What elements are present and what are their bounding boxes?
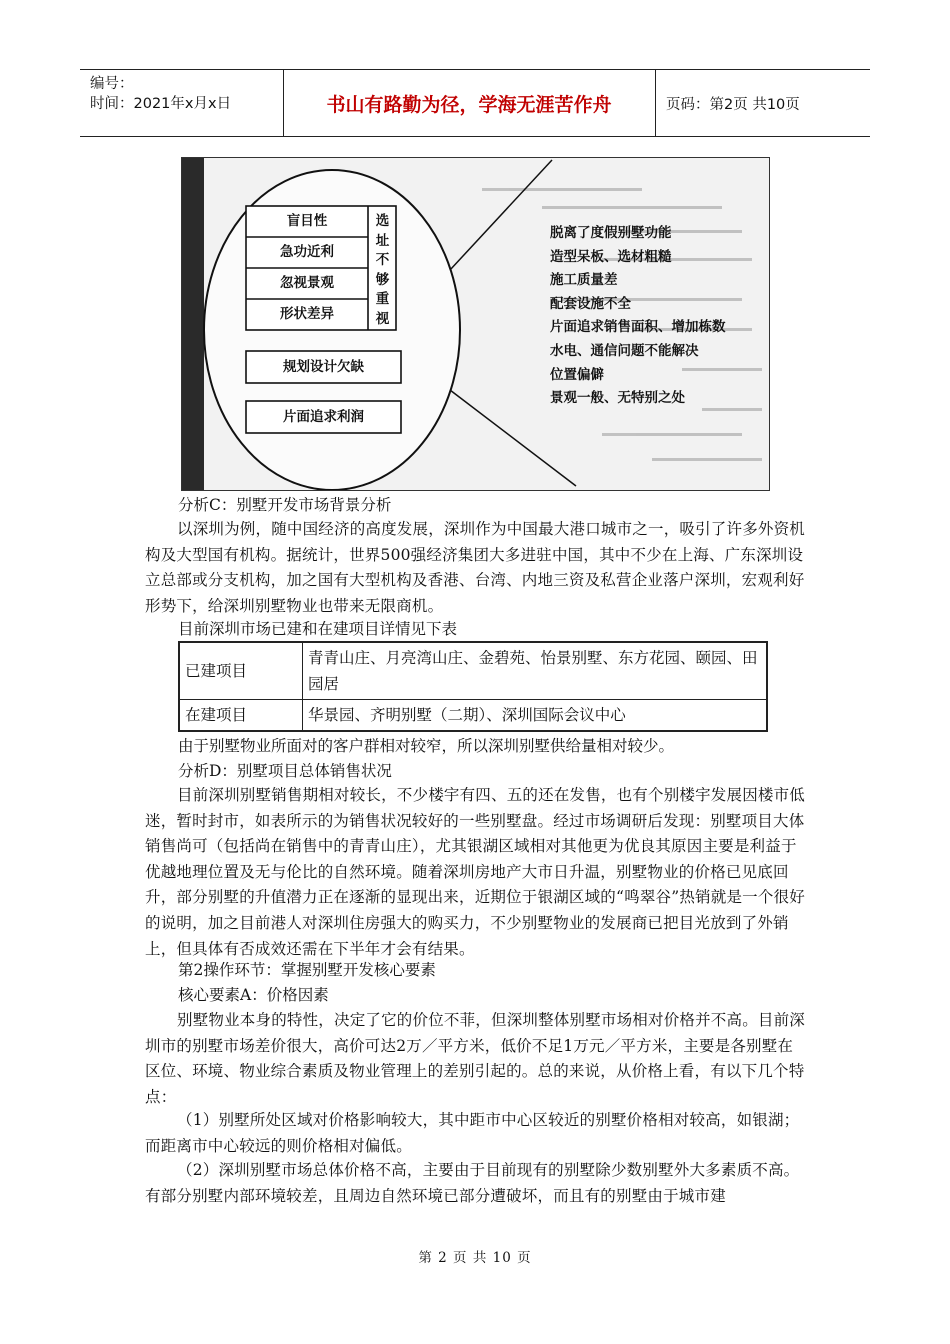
point-1: （1）别墅所处区域对价格影响较大，其中距市中心区较近的别墅价格相对较高，如银湖；而距离市中心较远的则价格相对偏低。 — [145, 1111, 800, 1155]
vertical-char: 重 — [375, 291, 390, 307]
core-a-paragraph: 别墅物业本身的特性，决定了它的价位不菲，但深圳整体别墅市场相对价格并不高。目前深圳市的别墅市场差价很大，高价可达2万／平方米，低价不足1万元／平方米，主要是各别墅在区位、环境、物业综合素质及物业管理上的差别引起的。总的来说，从价格上看，有以下几个特点： — [145, 1011, 806, 1106]
table-row-label: 在建项目 — [179, 700, 303, 732]
factor-item: 形状差异 — [280, 306, 334, 322]
table-caption: 目前深圳市场已建和在建项目详情见下表 — [178, 620, 458, 638]
point-2: （2）深圳别墅市场总体价格不高，主要由于目前现有的别墅除少数别墅外大多素质不高。有部分别墅内部环境较差，且周边自然环境已部分遭破坏，而且有的别墅由于城市建 — [145, 1161, 800, 1205]
problem-item: 景观一般、无特别之处 — [550, 390, 685, 407]
analysis-d-paragraph: 目前深圳别墅销售期相对较长，不少楼宇有四、五的还在发售，也有个别楼宇发展因楼市低迷，暂时封市，如表所示的为销售状况较好的一些别墅盘。经过市场调研后发现：别墅项目大体销售尚可（包括尚在销售中的青青山庄），尤其银湖区域相对其他更为优良其原因主要是利益于优越地理位置及无与伦比的自然环境。随着深圳房地产大市日升温，别墅物业的价格已见底回升，部分别墅的升值潜力正在逐渐的显现出来，近期位于银湖区域的“鸣翠谷”热销就是一个很好的说明，加之目前港人对深圳住房强大的购买力，不少别墅物业的发展商已把目光放到了外销上，但具体有否成效还需在下半年才会有结果。 — [145, 786, 806, 958]
table-row — [179, 642, 767, 700]
table-row — [179, 700, 767, 732]
header-page-info: 页码：第2页 共10页 — [666, 96, 800, 113]
page-header — [80, 69, 870, 137]
problem-item: 位置偏僻 — [550, 366, 604, 383]
analysis-d-title: 分析D：别墅项目总体销售状况 — [178, 762, 392, 780]
table-row-value: 华景园、齐明别墅（二期）、深圳国际会议中心 — [303, 700, 768, 732]
core-a-title: 核心要素A：价格因素 — [178, 986, 329, 1004]
problem-item: 施工质量差 — [550, 272, 618, 289]
table-row-value: 青青山庄、月亮湾山庄、金碧苑、怡景别墅、东方花园、颐园、田园居 — [303, 642, 768, 700]
after-table-note: 由于别墅物业所面对的客户群相对较窄，所以深圳别墅供给量相对较少。 — [178, 737, 675, 755]
scan-shadow — [182, 158, 204, 490]
factor-item: 急功近利 — [280, 244, 334, 260]
problem-item: 造型呆板、选材粗糙 — [550, 248, 672, 265]
factor-item: 忽视景观 — [280, 275, 334, 291]
header-meta — [80, 70, 284, 136]
scanned-diagram — [181, 157, 770, 491]
problem-item: 配套设施不全 — [550, 295, 631, 312]
site-selection-label — [369, 212, 396, 329]
vertical-char: 址 — [375, 232, 390, 249]
problem-item: 脱离了度假别墅功能 — [550, 225, 672, 241]
factor-item: 盲目性 — [286, 213, 328, 229]
header-number: 编号： — [90, 76, 134, 92]
problem-item: 水电、通信问题不能解决 — [550, 342, 699, 359]
step2-title: 第2操作环节：掌握别墅开发核心要素 — [178, 961, 436, 979]
page-footer: 第 2 页 共 10 页 — [418, 1250, 532, 1266]
vertical-char: 不 — [375, 252, 390, 268]
header-motto: 书山有路勤为径，学海无涯苦作舟 — [283, 70, 656, 136]
problems-list — [550, 222, 765, 411]
problem-item: 片面追求销售面积、增加栋数 — [550, 319, 726, 336]
vertical-char: 够 — [375, 271, 390, 288]
table-row-label: 已建项目 — [179, 642, 303, 700]
vertical-char: 选 — [375, 213, 390, 229]
factors-list — [246, 206, 368, 330]
analysis-c-title: 分析C：别墅开发市场背景分析 — [178, 496, 392, 514]
analysis-c-paragraph: 以深圳为例，随中国经济的高度发展，深圳作为中国最大港口城市之一，吸引了许多外资机构及大型国有机构。据统计，世界500强经济集团大多进驻中国，其中不少在上海、广东深圳设立总部或分支机构，加之国有大型机构及香港、台湾、内地三资及私营企业落户深圳，宏观利好形势下，给深圳别墅物业也带来无限商机。 — [145, 520, 806, 615]
projects-table — [178, 641, 768, 732]
vertical-char: 视 — [375, 310, 390, 327]
planning-label: 规划设计欠缺 — [283, 359, 364, 375]
profit-label: 片面追求利润 — [283, 409, 364, 425]
header-time: 时间：2021年x月x日 — [90, 96, 232, 112]
